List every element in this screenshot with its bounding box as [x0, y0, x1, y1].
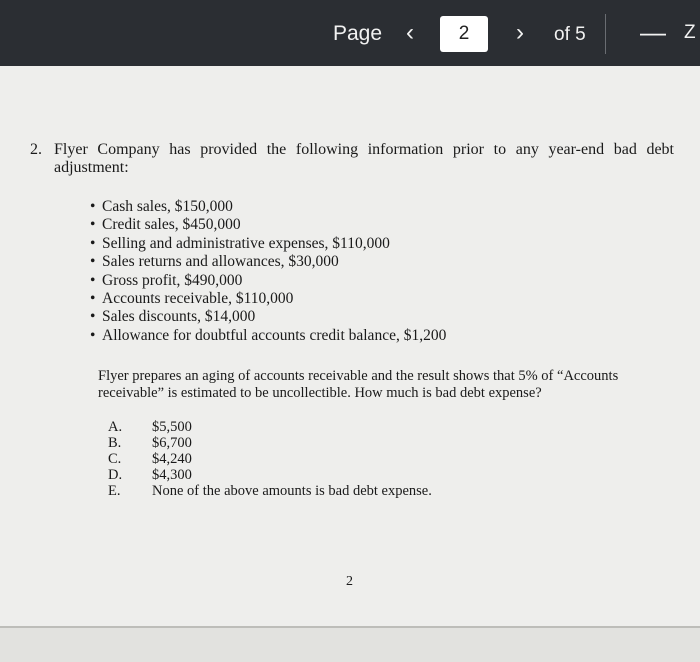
choice-b	[108, 435, 432, 451]
fact-item: • Cash sales, $150,000	[90, 198, 446, 216]
toolbar-divider	[605, 14, 606, 54]
next-page-button[interactable]	[510, 20, 530, 48]
choice-letter: A.	[108, 419, 123, 435]
choice-letter: D.	[108, 467, 123, 483]
fact-item: • Accounts receivable, $110,000	[90, 290, 446, 308]
fact-item: • Sales discounts, $14,000	[90, 308, 446, 326]
document-page	[0, 66, 700, 626]
fact-item: • Credit sales, $450,000	[90, 216, 446, 234]
choice-text: $4,300	[152, 467, 192, 483]
choice-e	[108, 483, 432, 499]
choice-letter: B.	[108, 435, 122, 451]
question-stem: Flyer prepares an aging of accounts receivable and the result shows that 5% of “Accounts receivable” is estimated to be uncollectible. How much is bad debt expense?	[98, 368, 619, 401]
choice-text: $6,700	[152, 435, 192, 451]
total-pages-label: of 5	[554, 24, 586, 45]
choice-text: None of the above amounts is bad debt expense.	[152, 483, 432, 499]
facts-list	[90, 198, 446, 345]
current-page-input[interactable]: 2	[440, 16, 488, 52]
answer-choices	[108, 419, 432, 499]
previous-page-button[interactable]	[400, 20, 420, 48]
choice-text: $4,240	[152, 451, 192, 467]
zoom-out-button[interactable]: —	[640, 17, 666, 47]
choice-letter: E.	[108, 483, 121, 499]
page-number: 2	[346, 574, 353, 589]
question-number: 2.	[30, 141, 42, 158]
choice-d	[108, 467, 432, 483]
fact-item: • Allowance for doubtful accounts credit balance, $1,200	[90, 327, 446, 345]
choice-text: $5,500	[152, 419, 192, 435]
choice-c	[108, 451, 432, 467]
chevron-right-icon: ›	[516, 19, 524, 46]
zoom-in-button[interactable]: Z	[684, 22, 696, 43]
pdf-toolbar	[0, 0, 700, 66]
fact-item: • Selling and administrative expenses, $110,000	[90, 235, 446, 253]
choice-letter: C.	[108, 451, 122, 467]
chevron-left-icon: ‹	[406, 19, 414, 46]
fact-item: • Sales returns and allowances, $30,000	[90, 253, 446, 271]
question-text: Flyer Company has provided the following information prior to any year-end bad debt adjustment:	[54, 141, 674, 176]
fact-item: • Gross profit, $490,000	[90, 272, 446, 290]
bottom-strip	[0, 626, 700, 662]
choice-a	[108, 419, 432, 435]
page-label: Page	[333, 22, 383, 45]
